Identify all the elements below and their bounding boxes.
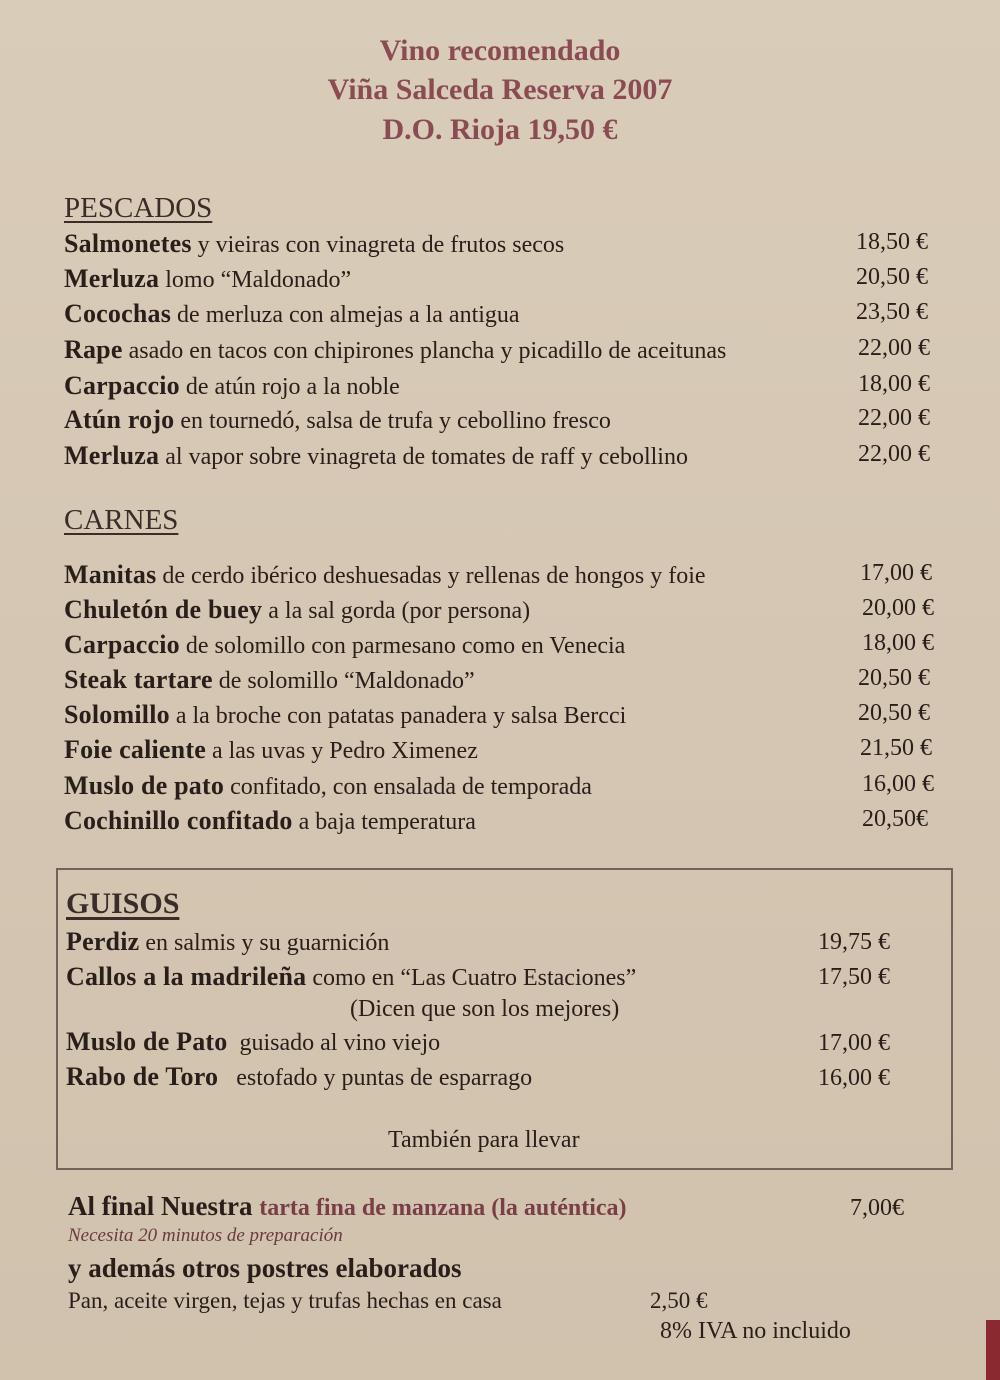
dish-price: 22,00 € [858, 441, 930, 467]
bread-price: 2,50 € [650, 1288, 708, 1313]
dish-name: Muslo de Pato [66, 1027, 228, 1056]
dish-price: 16,00 € [818, 1065, 890, 1091]
dish-desc: en tournedó, salsa de trufa y cebollino fresco [180, 408, 611, 434]
menu-item [64, 771, 592, 801]
dish-price: 17,00 € [860, 560, 932, 586]
dish-price: 20,50 € [858, 700, 930, 726]
dish-desc: a la broche con patatas panadera y salsa Bercci [175, 703, 627, 729]
dish-desc: lomo “Maldonado” [165, 267, 352, 293]
menu-item [64, 229, 564, 259]
dish-price: 22,00 € [858, 405, 930, 431]
tax-note: 8% IVA no incluido [660, 1318, 851, 1344]
dish-desc: en salmis y su guarnición [145, 930, 390, 956]
dish-desc: de solomillo con parmesano como en Venecia [185, 633, 626, 659]
dish-desc: como en “Las Cuatro Estaciones” [312, 965, 637, 991]
dish-price: 19,75 € [818, 929, 890, 955]
menu-item [66, 962, 636, 992]
menu-item [64, 405, 611, 435]
dish-price: 18,00 € [858, 371, 930, 397]
dish-name: Rabo de Toro [66, 1062, 219, 1091]
dish-desc: estofado y puntas de esparrago [236, 1065, 533, 1091]
dish-price: 20,00 € [862, 595, 934, 621]
dish-name: Cocochas [64, 299, 172, 328]
dish-name: Foie caliente [64, 735, 206, 764]
pescados-title: PESCADOS [64, 192, 213, 224]
dish-desc: a la sal gorda (por persona) [268, 598, 531, 624]
dish-desc: de solomillo “Maldonado” [218, 668, 475, 694]
dish-name: Perdiz [66, 927, 140, 956]
dessert-desc: tarta fina de manzana (la auténtica) [259, 1195, 627, 1221]
dish-desc: asado en tacos con chipirones plancha y picadillo de aceitunas [128, 338, 727, 364]
menu-item [64, 595, 530, 625]
wine-heading: Vino recomendado [379, 34, 621, 67]
more-desserts: y además otros postres elaborados [68, 1253, 462, 1283]
menu-item [64, 264, 351, 294]
dish-price: 20,50 € [856, 264, 928, 290]
wine-name: Viña Salceda Reserva 2007 [327, 73, 673, 106]
guisos-title: GUISOS [66, 887, 180, 920]
dish-price: 18,50 € [856, 229, 928, 255]
dish-name: Carpaccio [64, 371, 180, 400]
dish-price: 20,50€ [862, 806, 928, 832]
dish-desc: a baja temperatura [298, 809, 476, 835]
dish-name: Carpaccio [64, 630, 180, 659]
dish-price: 16,00 € [862, 771, 934, 797]
dish-desc: de cerdo ibérico deshuesadas y rellenas de hongos y foie [162, 563, 706, 589]
menu-item [64, 299, 520, 329]
dish-name: Merluza [64, 264, 160, 293]
dish-name: Atún rojo [64, 405, 175, 434]
dish-name: Merluza [64, 441, 160, 470]
dish-price: 21,50 € [860, 735, 932, 761]
dish-desc: guisado al vino viejo [239, 1030, 441, 1056]
dish-desc: de atún rojo a la noble [185, 374, 400, 400]
dish-desc: al vapor sobre vinagreta de tomates de raff y cebollino [165, 444, 688, 470]
menu-item [64, 335, 726, 365]
menu-item [66, 1027, 440, 1057]
dish-name: Salmonetes [64, 229, 192, 258]
menu-item [64, 371, 400, 401]
dish-name: Rape [64, 335, 123, 364]
callos-note: (Dicen que son los mejores) [350, 996, 620, 1022]
carnes-title: CARNES [64, 504, 179, 536]
dish-name: Callos a la madrileña [66, 962, 307, 991]
dish-price: 17,00 € [818, 1030, 890, 1056]
page-edge [986, 1320, 1000, 1380]
dish-desc: de merluza con almejas a la antigua [177, 302, 520, 328]
bread-line: Pan, aceite virgen, tejas y trufas hechas en casa [68, 1288, 502, 1313]
takeaway-note: También para llevar [388, 1127, 580, 1153]
dish-name: Solomillo [64, 700, 170, 729]
menu-item [66, 1062, 532, 1092]
dish-name: Manitas [64, 560, 157, 589]
dish-desc: y vieiras con vinagreta de frutos secos [197, 232, 565, 258]
dish-name: Steak tartare [64, 665, 213, 694]
dessert-item [68, 1191, 627, 1222]
menu-item [64, 735, 478, 765]
dish-name: Cochinillo confitado [64, 806, 293, 835]
dish-desc: a las uvas y Pedro Ximenez [211, 738, 478, 764]
dish-price: 18,00 € [862, 630, 934, 656]
dish-desc: confitado, con ensalada de temporada [230, 774, 592, 800]
menu-item [66, 927, 389, 957]
menu-item [64, 560, 706, 590]
dessert-name: Al final Nuestra [68, 1191, 253, 1221]
dish-name: Chuletón de buey [64, 595, 263, 624]
wine-price: D.O. Rioja 19,50 € [382, 113, 618, 146]
prep-note: Necesita 20 minutos de preparación [68, 1225, 343, 1246]
dish-price: 20,50 € [858, 665, 930, 691]
dish-name: Muslo de pato [64, 771, 225, 800]
menu-item [64, 806, 476, 836]
menu-item [64, 630, 625, 660]
menu-item [64, 441, 688, 471]
menu-item [64, 700, 626, 730]
dish-price: 22,00 € [858, 335, 930, 361]
dish-price: 23,50 € [856, 299, 928, 325]
dessert-price: 7,00€ [850, 1195, 904, 1221]
dish-price: 17,50 € [818, 964, 890, 990]
menu-item [64, 665, 475, 695]
